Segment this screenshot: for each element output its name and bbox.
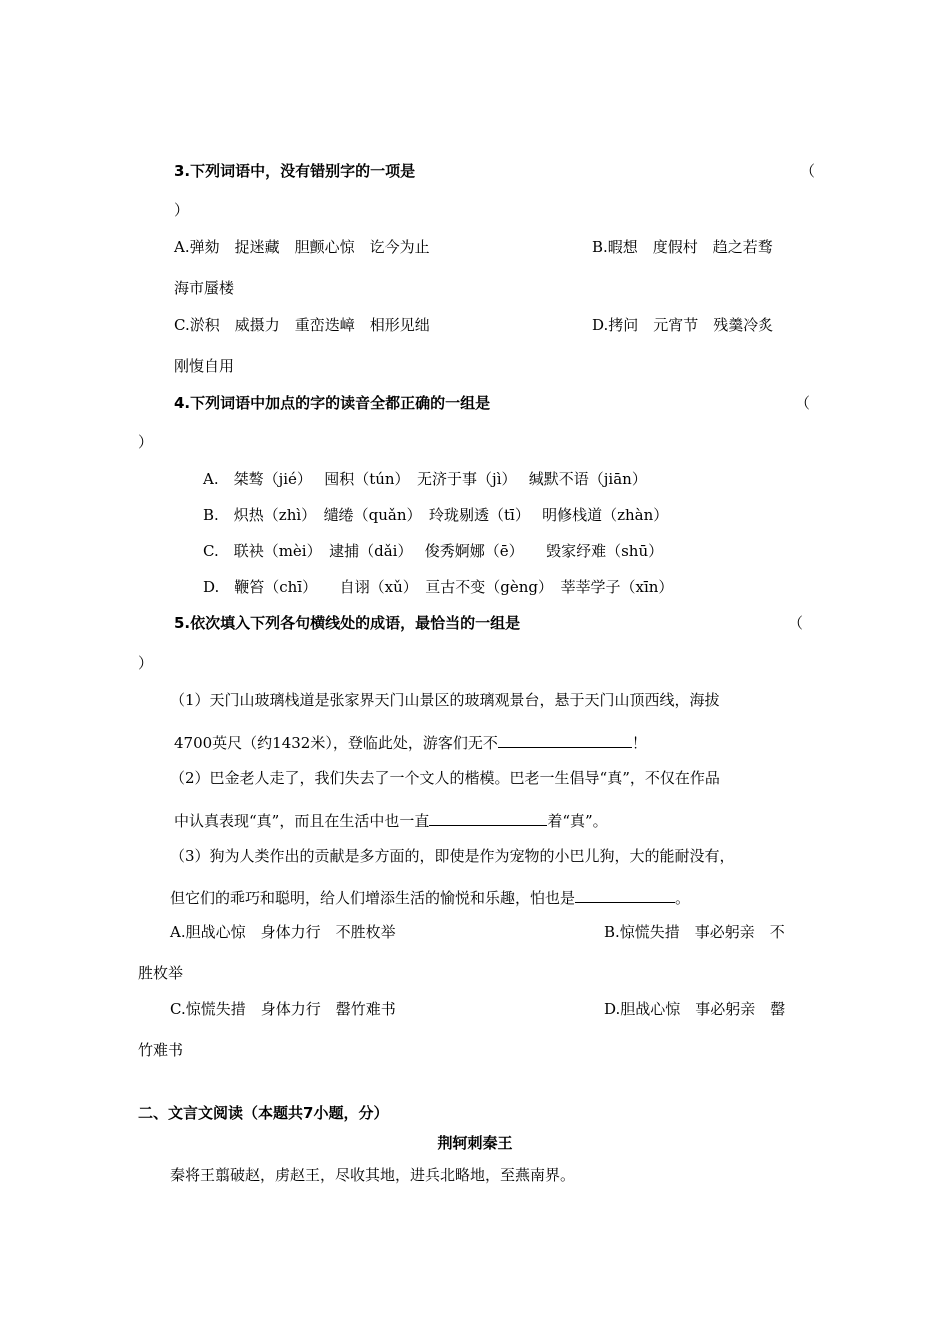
question-4-option-d: D. 鞭笞（chī） 自诩（xǔ） 亘古不变（gèng） 莘莘学子（xīn） (203, 578, 674, 596)
question-4-stem: 4.下列词语中加点的字的读音全都正确的一组是 (174, 394, 491, 412)
sentence-2-end: 着“真”。 (547, 812, 608, 830)
question-4-option-b: B. 炽热（zhì） 缱绻（quǎn） 玲珑剔透（tī） 明修栈道（zhàn） (203, 506, 669, 524)
passage-first-line: 秦将王翦破赵，虏赵王，尽收其地，进兵北略地，至燕南界。 (170, 1166, 576, 1184)
question-3-option-b-continued: 海市蜃楼 (174, 279, 235, 297)
sentence-3-text: 但它们的乖巧和聪明，给人们增添生活的愉悦和乐趣，怕也是 (170, 889, 576, 907)
sentence-2-text: 中认真表现“真”，而且在生活中也一直 (174, 812, 430, 830)
question-4-paren-close: ） (138, 433, 154, 451)
sentence-3-line-2 (170, 886, 690, 908)
question-5-option-d-continued: 竹难书 (138, 1041, 184, 1059)
fill-blank-3[interactable] (575, 886, 675, 903)
fill-blank-2[interactable] (429, 809, 547, 826)
sentence-1-line-2 (174, 731, 647, 753)
sentence-3-end: 。 (675, 889, 691, 907)
question-3-stem: 3.下列词语中，没有错别字的一项是 (174, 162, 416, 180)
question-3-option-c: C.淤积 威摄力 重峦迭嶂 相形见绌 (174, 316, 430, 334)
question-5-paren-open: （ (788, 614, 804, 632)
sentence-2-line-1: （2）巴金老人走了，我们失去了一个文人的楷模。巴老一生倡导“真”，不仅在作品 (170, 769, 720, 787)
sentence-1-line-1: （1）天门山玻璃栈道是张家界天门山景区的玻璃观景台，悬于天门山顶西线，海拔 (170, 691, 720, 709)
passage-title: 荆轲刺秦王 (437, 1134, 513, 1152)
question-5-option-c: C.惊慌失措 身体力行 罄竹难书 (170, 1000, 396, 1018)
question-5-option-d: D.胆战心惊 事必躬亲 罄 (604, 1000, 786, 1018)
question-5-option-b-continued: 胜枚举 (138, 964, 184, 982)
question-3-option-b: B.暇想 度假村 趋之若骛 (592, 238, 773, 256)
sentence-1-text: 4700英尺（约1432米），登临此处，游客们无不 (174, 734, 498, 752)
question-5-stem: 5.依次填入下列各句横线处的成语，最恰当的一组是 (174, 614, 521, 632)
sentence-3-line-1: （3）狗为人类作出的贡献是多方面的，即使是作为宠物的小巴儿狗，大的能耐没有， (170, 847, 735, 865)
question-3-paren-close: ） (174, 201, 190, 219)
fill-blank-1[interactable] (498, 731, 632, 748)
question-5-option-a: A.胆战心惊 身体力行 不胜枚举 (170, 923, 396, 941)
sentence-1-end: ！ (631, 734, 647, 752)
question-3-option-a: A.弹劾 捉迷藏 胆颤心惊 讫今为止 (174, 238, 430, 256)
question-4-paren-open: （ (795, 394, 811, 412)
question-5-paren-close: ） (138, 654, 154, 672)
section-2-heading: 二、文言文阅读（本题共7小题，分） (138, 1104, 389, 1122)
question-4-option-c: C. 联袂（mèi） 逮捕（dǎi） 俊秀婀娜（ē） 毁家纾难（shū） (203, 542, 664, 560)
question-3-option-d-continued: 刚愎自用 (174, 357, 235, 375)
question-3-paren-open: （ (800, 162, 816, 180)
question-3-option-d: D.拷问 元宵节 残羹冷炙 (592, 316, 774, 334)
question-4-option-a: A. 桀骜（jié） 囤积（tún） 无济于事（jì） 缄默不语（jiān） (203, 470, 647, 488)
sentence-2-line-2 (174, 809, 608, 831)
question-5-option-b: B.惊慌失措 事必躬亲 不 (604, 923, 785, 941)
